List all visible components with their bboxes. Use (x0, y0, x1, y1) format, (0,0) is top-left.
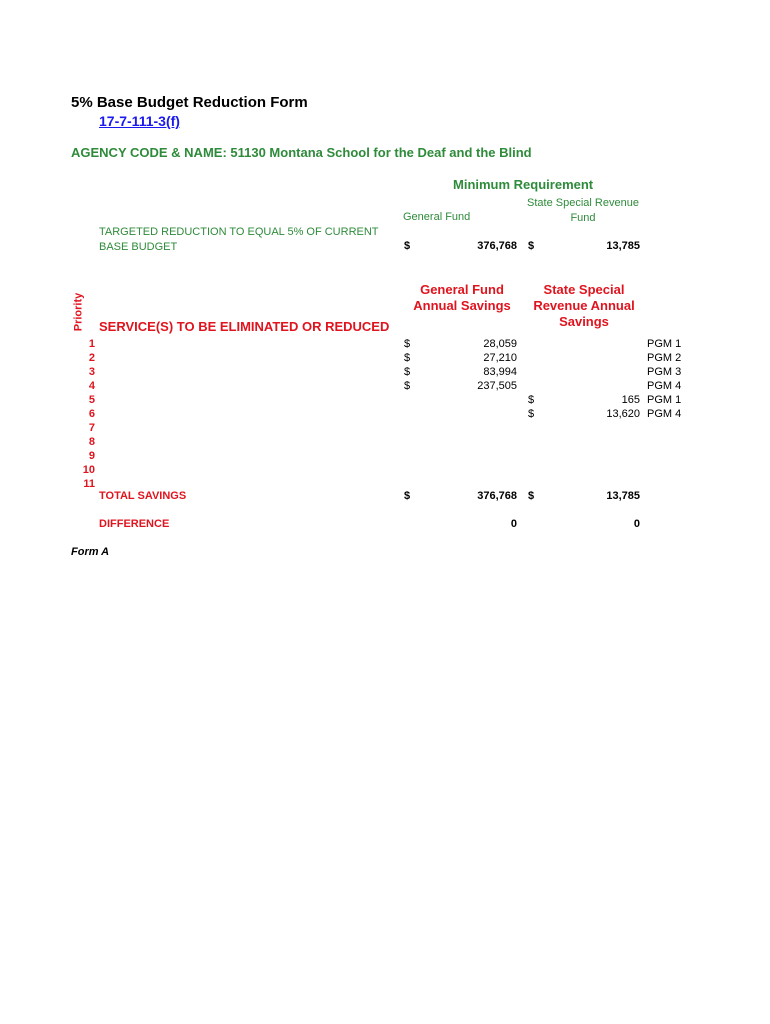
row-gf-dollar: $ (404, 366, 411, 378)
row-gf-value: 237,505 (477, 380, 517, 392)
total-gf-dollar: $ (404, 490, 411, 502)
priority-number: 1 (88, 338, 95, 350)
difference-ssr-value: 0 (633, 518, 640, 530)
total-ssr-dollar: $ (528, 490, 535, 502)
row-ssr-value: 13,620 (606, 408, 640, 420)
row-gf-value: 83,994 (483, 366, 517, 378)
form-footer-label: Form A (71, 546, 110, 558)
row-program: PGM 3 (647, 366, 682, 378)
ssr-annual-savings-header: State Special Revenue Annual Savings (533, 282, 635, 329)
total-savings-label: TOTAL SAVINGS (99, 490, 187, 502)
targeted-reduction-label: TARGETED REDUCTION TO EQUAL 5% OF CURRENT BASE BUDGET (99, 226, 379, 253)
row-gf-value: 28,059 (483, 338, 517, 350)
priority-number: 4 (88, 380, 95, 392)
difference-gf-value: 0 (510, 518, 517, 530)
targeted-ssr-value: 13,785 (606, 240, 640, 252)
row-program: PGM 4 (647, 408, 682, 420)
priority-number: 8 (88, 436, 95, 448)
row-gf-dollar: $ (404, 338, 411, 350)
priority-column-label: Priority (72, 292, 85, 332)
priority-number: 7 (88, 422, 95, 434)
row-gf-dollar: $ (404, 352, 411, 364)
statute-link[interactable]: 17-7-111-3(f) (99, 113, 180, 129)
general-fund-header: General Fund (403, 211, 471, 223)
row-gf-dollar: $ (404, 380, 411, 392)
row-program: PGM 1 (647, 338, 682, 350)
priority-number: 6 (88, 408, 95, 420)
state-special-revenue-header: State Special Revenue Fund (527, 197, 639, 224)
row-program: PGM 4 (647, 380, 682, 392)
total-ssr-value: 13,785 (606, 490, 640, 502)
targeted-gf-dollar: $ (404, 240, 411, 252)
row-program: PGM 2 (647, 352, 682, 364)
row-program: PGM 1 (647, 394, 682, 406)
priority-number: 10 (82, 464, 95, 476)
priority-number: 3 (88, 366, 95, 378)
total-gf-value: 376,768 (477, 490, 517, 502)
priority-number: 9 (88, 450, 95, 462)
targeted-ssr-dollar: $ (528, 240, 535, 252)
row-gf-value: 27,210 (483, 352, 517, 364)
agency-code-name: AGENCY CODE & NAME: 51130 Montana School for the Deaf and the Blind (71, 145, 532, 160)
priority-number: 5 (88, 394, 95, 406)
form-title: 5% Base Budget Reduction Form (71, 94, 308, 111)
priority-number: 2 (88, 352, 95, 364)
difference-label: DIFFERENCE (99, 518, 170, 530)
row-ssr-dollar: $ (528, 408, 535, 420)
row-ssr-dollar: $ (528, 394, 535, 406)
services-eliminated-label: SERVICE(S) TO BE ELIMINATED OR REDUCED (99, 319, 390, 334)
minimum-requirement-heading: Minimum Requirement (453, 177, 594, 192)
row-ssr-value: 165 (621, 394, 640, 406)
targeted-gf-value: 376,768 (477, 240, 517, 252)
gf-annual-savings-header: General Fund Annual Savings (413, 282, 511, 313)
priority-number: 11 (83, 478, 95, 490)
